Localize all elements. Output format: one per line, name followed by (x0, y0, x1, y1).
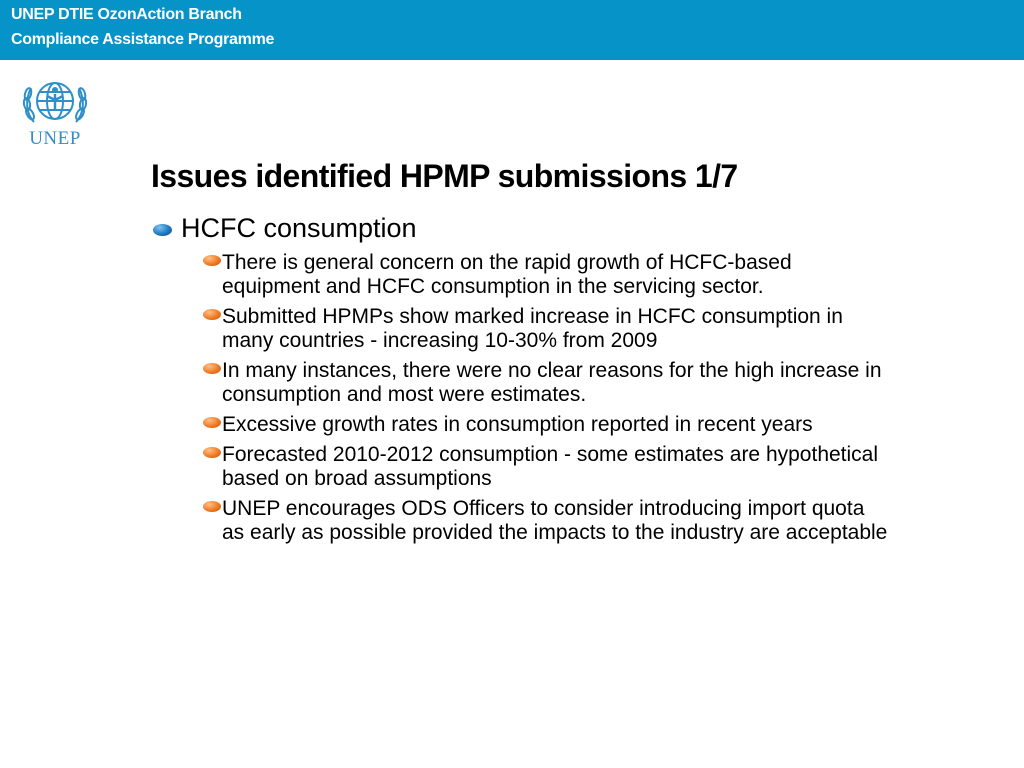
orange-bullet-icon (203, 363, 221, 374)
sub-bullet-text: Forecasted 2010-2012 consumption - some estimates are hypothetical based on broad assumptions (222, 443, 879, 490)
sub-bullet-text: Excessive growth rates in consumption reported in recent years (222, 413, 813, 436)
header-programme-name: Compliance Assistance Programme (11, 31, 275, 48)
orange-bullet-icon (203, 309, 221, 320)
orange-bullet-icon (203, 447, 221, 458)
sub-bullet-item (203, 359, 903, 407)
sub-bullet-text: In many instances, there were no clear reasons for the high increase in consumption and most were estimates. (222, 359, 882, 406)
blue-bullet-icon (153, 224, 172, 236)
sub-bullet-item (203, 497, 903, 545)
unep-logo (22, 74, 88, 152)
orange-bullet-icon (203, 501, 221, 512)
header-org-name: UNEP DTIE OzonAction Branch (11, 6, 242, 23)
header-bar (0, 0, 1024, 60)
sub-bullet-list (203, 251, 903, 551)
sub-bullet-text: Submitted HPMPs show marked increase in HCFC consumption in many countries - increasing 10-30% from 2009 (222, 305, 843, 352)
unep-logo-text: UNEP (29, 128, 81, 149)
level1-bullet-text: HCFC consumption (181, 213, 417, 243)
sub-bullet-text: There is general concern on the rapid growth of HCFC-based equipment and HCFC consumption in the servicing sector. (222, 251, 792, 298)
orange-bullet-icon (203, 255, 221, 266)
sub-bullet-item (203, 443, 903, 491)
sub-bullet-item (203, 251, 903, 299)
sub-bullet-text: UNEP encourages ODS Officers to consider introducing import quota as early as possible provided the impacts to the industry are acceptable (222, 497, 888, 544)
slide-title: Issues identified HPMP submissions 1/7 (151, 158, 738, 194)
unep-emblem-icon (22, 74, 88, 130)
orange-bullet-icon (203, 417, 221, 428)
sub-bullet-item (203, 413, 903, 437)
sub-bullet-item (203, 305, 903, 353)
